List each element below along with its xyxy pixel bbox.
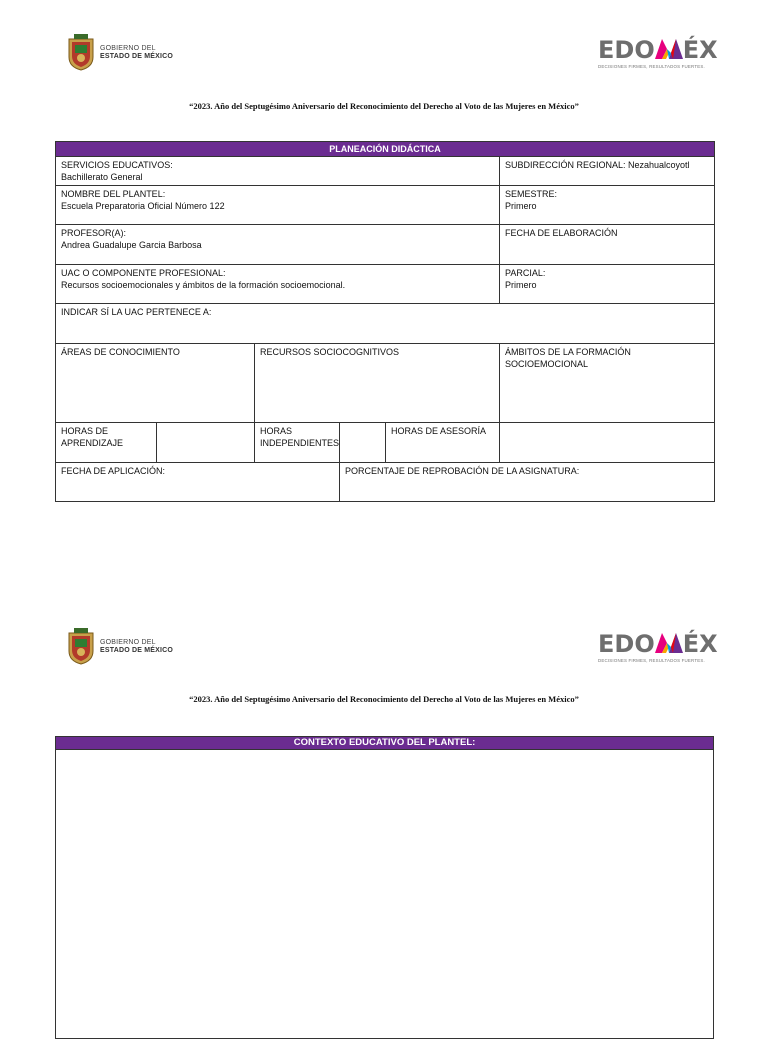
brand-prefix: EDO (598, 630, 655, 658)
brand-suffix: ÉX (682, 36, 718, 64)
gobierno-text (100, 639, 173, 655)
areas-cell: ÁREAS DE CONOCIMIENTO (56, 344, 255, 423)
horas-asesoria-value (500, 423, 715, 463)
gobierno-logo (66, 33, 206, 73)
parcial-label: PARCIAL: (505, 268, 546, 278)
uac-cell (56, 265, 500, 304)
recursos-cell: RECURSOS SOCIOCOGNITIVOS (255, 344, 500, 423)
brand-tagline: DECISIONES FIRMES, RESULTADOS FUERTES. (598, 64, 705, 69)
state-crest-icon (66, 33, 96, 71)
page-header-2 (0, 627, 768, 687)
gobierno-line2: ESTADO DE MÉXICO (100, 647, 174, 654)
motto: “2023. Año del Septugésimo Aniversario del Reconocimiento del Derecho al Voto de las Mujeres en México” (189, 694, 579, 704)
horas-independientes-value (340, 423, 386, 463)
indicar-cell: INDICAR SÍ LA UAC PERTENECE A: (56, 304, 715, 344)
edomex-m-icon (655, 633, 683, 653)
gobierno-line1: GOBIERNO DEL (100, 45, 156, 52)
nombre-cell (56, 186, 500, 225)
servicios-value: Bachillerato General (61, 172, 143, 182)
subdireccion-cell: SUBDIRECCIÓN REGIONAL: Nezahualcoyotl (500, 157, 715, 186)
planeacion-title: PLANEACIÓN DIDÁCTICA (56, 142, 715, 157)
nombre-value: Escuela Preparatoria Oficial Número 122 (61, 201, 225, 211)
gobierno-line1: GOBIERNO DEL (100, 639, 156, 646)
nombre-label: NOMBRE DEL PLANTEL: (61, 189, 166, 199)
profesor-label: PROFESOR(A): (61, 228, 127, 238)
profesor-value: Andrea Guadalupe Garcia Barbosa (61, 240, 202, 250)
gobierno-text (100, 45, 173, 61)
state-crest-icon (66, 627, 96, 665)
parcial-cell (500, 265, 715, 304)
edomex-m-icon (655, 39, 683, 59)
edomex-logo (598, 631, 738, 665)
ambitos-cell: ÁMBITOS DE LA FORMACIÓN SOCIOEMOCIONAL (500, 344, 715, 423)
profesor-cell (56, 225, 500, 265)
contexto-textarea[interactable] (55, 749, 714, 1039)
brand-suffix: ÉX (682, 630, 718, 658)
brand-tagline: DECISIONES FIRMES, RESULTADOS FUERTES. (598, 658, 705, 663)
uac-label: UAC O COMPONENTE PROFESIONAL: (61, 268, 226, 278)
gobierno-logo (66, 627, 206, 667)
semestre-value: Primero (505, 201, 537, 211)
servicios-cell (56, 157, 500, 186)
edomex-logo (598, 37, 738, 71)
porcentaje-cell: PORCENTAJE DE REPROBACIÓN DE LA ASIGNATURA: (340, 463, 715, 502)
horas-aprendizaje-label: HORAS DE APRENDIZAJE (56, 423, 157, 463)
page-header-1 (0, 33, 768, 93)
fecha-elaboracion-cell: FECHA DE ELABORACIÓN (500, 225, 715, 265)
horas-asesoria-label: HORAS DE ASESORÍA (386, 423, 500, 463)
fecha-aplicacion-cell: FECHA DE APLICACIÓN: (56, 463, 340, 502)
uac-value: Recursos socioemocionales y ámbitos de la formación socioemocional. (61, 280, 346, 290)
horas-aprendizaje-value (157, 423, 255, 463)
gobierno-line2: ESTADO DE MÉXICO (100, 53, 174, 60)
semestre-label: SEMESTRE: (505, 189, 558, 199)
servicios-label: SERVICIOS EDUCATIVOS: (61, 160, 173, 170)
parcial-value: Primero (505, 280, 537, 290)
motto: “2023. Año del Septugésimo Aniversario del Reconocimiento del Derecho al Voto de las Mujeres en México” (189, 101, 579, 111)
horas-independientes-label: HORAS INDEPENDIENTES (255, 423, 340, 463)
brand-prefix: EDO (598, 36, 655, 64)
semestre-cell (500, 186, 715, 225)
contexto-title: CONTEXTO EDUCATIVO DEL PLANTEL: (55, 736, 714, 750)
planeacion-table (55, 141, 715, 502)
